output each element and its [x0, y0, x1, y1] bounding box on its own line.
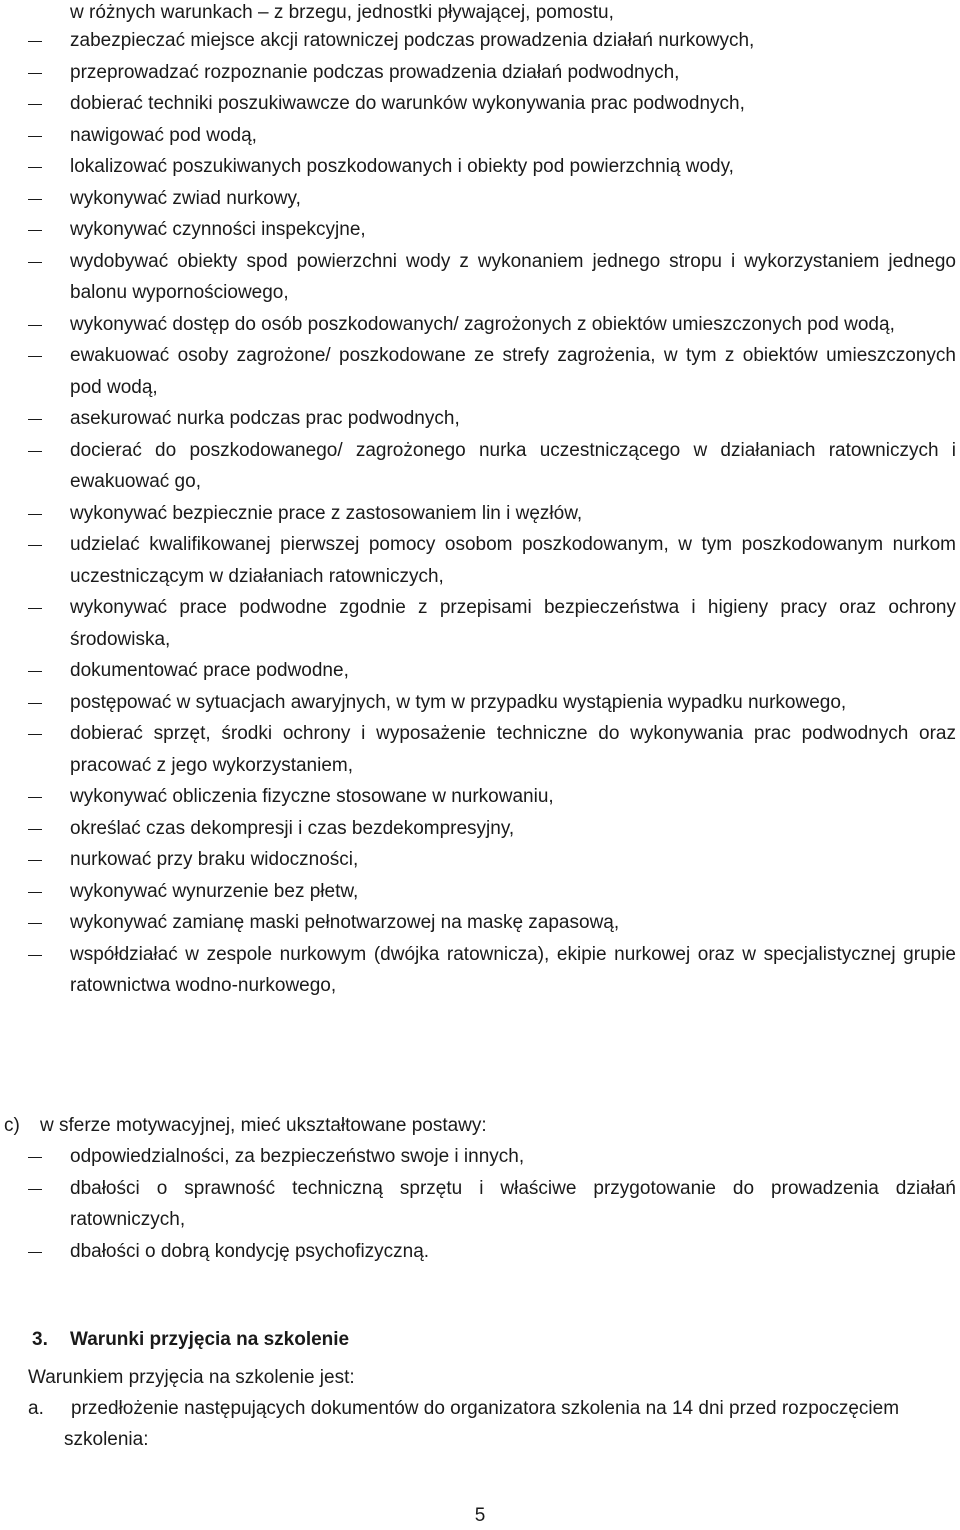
section-number: 3. — [32, 1329, 48, 1350]
list-item: asekurować nurka podczas prac podwodnych, — [0, 403, 956, 435]
list-item: udzielać kwalifikowanej pierwszej pomocy osobom poszkodowanym, w tym poszkodowanym nurkom uczestniczącym w działaniach ratowniczych, — [0, 529, 956, 592]
list-item: współdziałać w zespole nurkowym (dwójka ratownicza), ekipie nurkowej oraz w specjalistycznej grupie ratownictwa wodno-nurkowego, — [0, 939, 956, 1002]
list-item: wykonywać prace podwodne zgodnie z przepisami bezpieczeństwa i higieny pracy oraz ochrony środowiska, — [0, 592, 956, 655]
list-item: nawigować pod wodą, — [0, 120, 956, 152]
list-item: wydobywać obiekty spod powierzchni wody z wykonaniem jednego stropu i wykorzystaniem jednego balonu wypornościowego, — [0, 246, 956, 309]
section-heading — [32, 1324, 349, 1355]
list-item: dbałości o sprawność techniczną sprzętu i właściwe przygotowanie do prowadzenia działań ratowniczych, — [0, 1173, 956, 1236]
list-item: odpowiedzialności, za bezpieczeństwo swoje i innych, — [0, 1141, 956, 1173]
page-number: 5 — [474, 1505, 486, 1526]
skills-list — [0, 25, 956, 1002]
list-item: wykonywać zamianę maski pełnotwarzowej na maskę zapasową, — [0, 907, 956, 939]
section-title: Warunki przyjęcia na szkolenie — [70, 1329, 350, 1350]
list-item: przeprowadzać rozpoznanie podczas prowadzenia działań podwodnych, — [0, 57, 956, 89]
list-item: dobierać techniki poszukiwawcze do warunków wykonywania prac podwodnych, — [0, 88, 956, 120]
list-item: nurkować przy braku widoczności, — [0, 844, 956, 876]
list-item: wykonywać zwiad nurkowy, — [0, 183, 956, 215]
continued-line: w różnych warunkach – z brzegu, jednostki pływającej, pomostu, — [70, 2, 614, 23]
list-item: wykonywać czynności inspekcyjne, — [0, 214, 956, 246]
section-c-text: w sferze motywacyjnej, mieć ukształtowane postawy: — [40, 1115, 487, 1136]
list-item: lokalizować poszukiwanych poszkodowanych i obiekty pod powierzchnią wody, — [0, 151, 956, 183]
item-marker: a. — [28, 1398, 44, 1419]
section-intro: Warunkiem przyjęcia na szkolenie jest: — [28, 1367, 355, 1388]
list-item: określać czas dekompresji i czas bezdekompresyjny, — [0, 813, 956, 845]
list-item: wykonywać obliczenia fizyczne stosowane w nurkowaniu, — [0, 781, 956, 813]
list-item: ewakuować osoby zagrożone/ poszkodowane ze strefy zagrożenia, w tym z obiektów umieszczonych pod wodą, — [0, 340, 956, 403]
list-item: docierać do poszkodowanego/ zagrożonego nurka uczestniczącego w działaniach ratowniczych i ewakuować go, — [0, 435, 956, 498]
list-item: dokumentować prace podwodne, — [0, 655, 956, 687]
list-item: wykonywać bezpiecznie prace z zastosowaniem lin i węzłów, — [0, 498, 956, 530]
attitudes-list — [0, 1141, 956, 1267]
list-item: wykonywać dostęp do osób poszkodowanych/ zagrożonych z obiektów umieszczonych pod wodą, — [0, 309, 956, 341]
list-item: postępować w sytuacjach awaryjnych, w tym w przypadku wystąpienia wypadku nurkowego, — [0, 687, 956, 719]
list-item: dobierać sprzęt, środki ochrony i wyposażenie techniczne do wykonywania prac podwodnych oraz pracować z jego wykorzystaniem, — [0, 718, 956, 781]
item-text: przedłożenie następujących dokumentów do organizatora szkolenia na 14 dni przed rozpoczęciem szkolenia: — [64, 1398, 900, 1450]
list-item: wykonywać wynurzenie bez płetw, — [0, 876, 956, 908]
list-item: dbałości o dobrą kondycję psychofizyczną. — [0, 1236, 956, 1268]
section-c-marker: c) — [4, 1115, 20, 1136]
list-item: zabezpieczać miejsce akcji ratowniczej podczas prowadzenia działań nurkowych, — [0, 25, 956, 57]
